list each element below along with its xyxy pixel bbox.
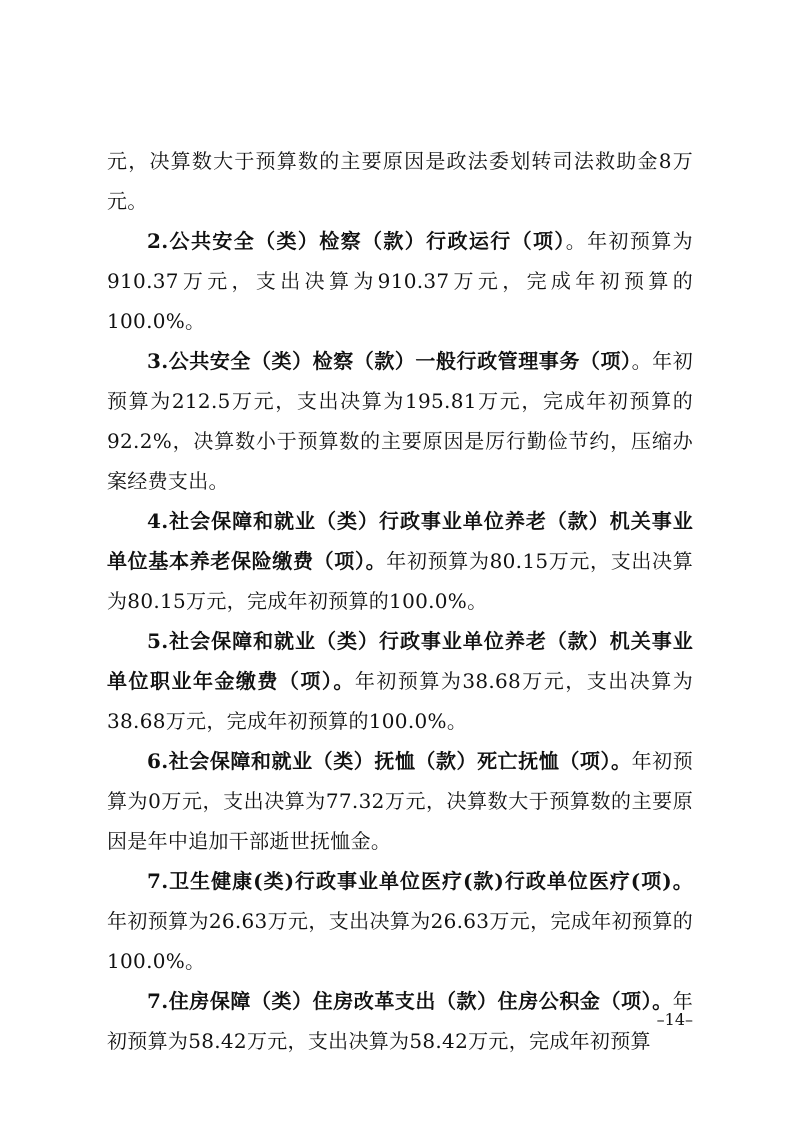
paragraph-5-text: 年初预算为38.68万元，支出决算为38.68万元，完成年初预算的100.0%。 [107, 669, 693, 733]
paragraph-3 [107, 341, 693, 501]
paragraph-4 [107, 501, 693, 621]
paragraph-6 [107, 741, 693, 861]
paragraph-3-heading: 3.公共安全（类）检察（款）一般行政管理事务（项） [147, 349, 632, 373]
paragraph-8-text: 年初预算为58.42万元，支出决算为58.42万元，完成年初预算 [107, 989, 693, 1053]
paragraph-8 [107, 981, 693, 1061]
paragraph-7-text: 年初预算为26.63万元，支出决算为26.63万元，完成年初预算的100.0%。 [107, 909, 693, 973]
paragraph-7-heading: 7.卫生健康(类)行政事业单位医疗(款)行政单位医疗(项)。 [147, 869, 693, 893]
page-body [107, 141, 693, 1061]
paragraph-5 [107, 621, 693, 741]
paragraph-4-heading: 4.社会保障和就业（类）行政事业单位养老（款）机关事业单位基本养老保险缴费（项）。 [107, 509, 693, 573]
paragraph-4-text: 年初预算为80.15万元，支出决算为80.15万元，完成年初预算的100.0%。 [107, 549, 694, 613]
paragraph-1 [107, 141, 693, 221]
paragraph-2-heading: 2.公共安全（类）检察（款）行政运行（项） [147, 229, 566, 253]
paragraph-3-text: 。年初预算为212.5万元，支出决算为195.81万元，完成年初预算的92.2%，决算数小于预算数的主要原因是厉行勤俭节约，压缩办案经费支出。 [107, 349, 693, 493]
paragraph-5-heading: 5.社会保障和就业（类）行政事业单位养老（款）机关事业单位职业年金缴费（项）。 [107, 629, 693, 693]
paragraph-6-heading: 6.社会保障和就业（类）抚恤（款）死亡抚恤（项）。 [147, 749, 632, 773]
paragraph-7 [107, 861, 693, 981]
paragraph-1-text: 元，决算数大于预算数的主要原因是政法委划转司法救助金8万元。 [107, 149, 693, 213]
paragraph-2 [107, 221, 693, 341]
paragraph-6-text: 年初预算为0万元，支出决算为77.32万元，决算数大于预算数的主要原因是年中追加干部逝世抚恤金。 [107, 749, 693, 853]
paragraph-8-heading: 7.住房保障（类）住房改革支出（款）住房公积金（项）。 [147, 989, 673, 1013]
paragraph-2-text: 。年初预算为910.37万元，支出决算为910.37万元，完成年初预算的100.0%。 [107, 229, 693, 333]
page-number: –14– [656, 1010, 693, 1029]
